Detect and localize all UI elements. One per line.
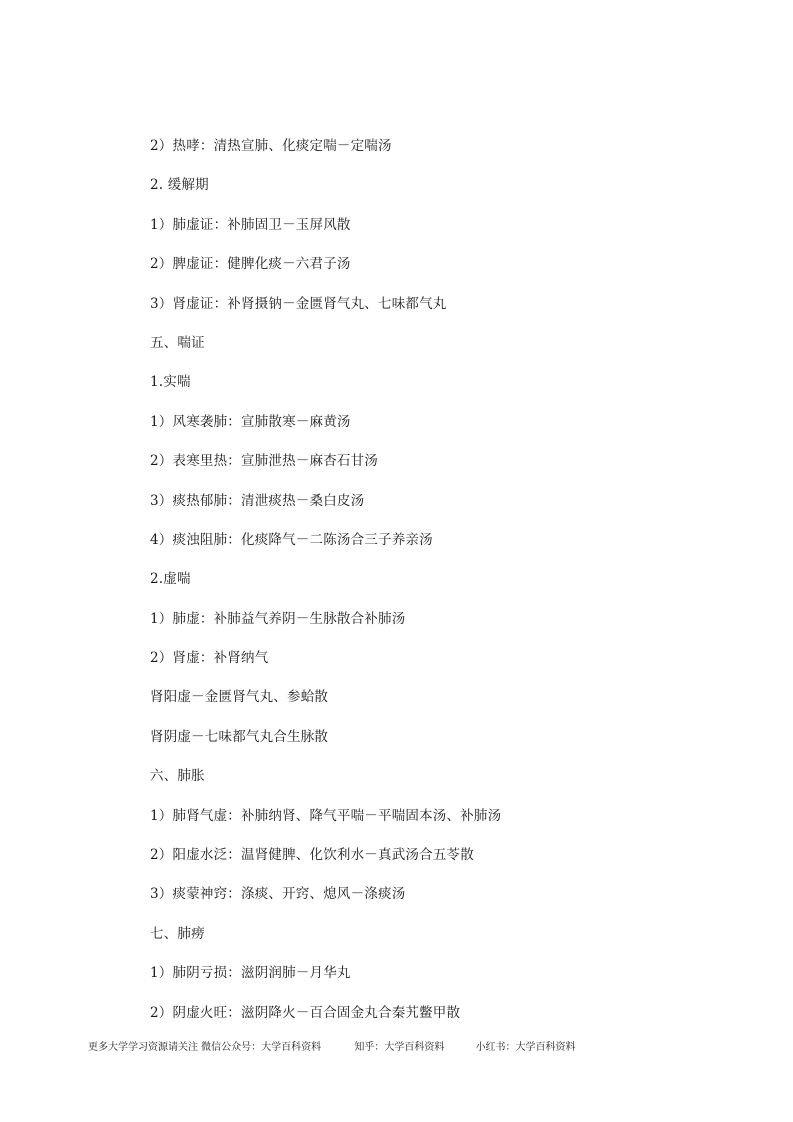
text-line: 1）肺虚证：补肺固卫－玉屏风散 xyxy=(150,216,351,233)
text-line: 肾阴虚－七味都气丸合生脉散 xyxy=(150,728,329,745)
page-footer xyxy=(88,1041,576,1055)
text-line: 3）痰热郁肺：清泄痰热－桑白皮汤 xyxy=(150,492,365,509)
text-line: 1）肺肾气虚：补肺纳肾、降气平喘－平喘固本汤、补肺汤 xyxy=(150,807,502,824)
text-line: 肾阳虚－金匮肾气丸、参蛤散 xyxy=(150,689,329,706)
text-line: 2）表寒里热：宣肺泄热－麻杏石甘汤 xyxy=(150,453,378,470)
chapter-heading: 五、喘证 xyxy=(150,334,205,351)
text-line: 3）痰蒙神窍：涤痰、开窍、熄风－涤痰汤 xyxy=(150,886,406,903)
footer-xiaohongshu-note: 小红书：大学百科资料 xyxy=(475,1042,576,1053)
text-line: 1）肺虚：补肺益气养阴－生脉散合补肺汤 xyxy=(150,610,406,627)
section-heading: 2. 缓解期 xyxy=(150,177,209,194)
chapter-heading: 六、肺胀 xyxy=(150,768,205,785)
content-lines xyxy=(150,135,750,1041)
footer-wechat-note: 更多大学学习资源请关注 微信公众号：大学百科资料 xyxy=(88,1042,322,1053)
footer-zhihu-note: 知乎：大学百科资料 xyxy=(354,1042,445,1053)
text-line: 2）脾虚证：健脾化痰－六君子汤 xyxy=(150,256,351,273)
text-line: 2）阳虚水泛：温肾健脾、化饮利水－真武汤合五苓散 xyxy=(150,847,474,864)
text-line: 1）肺阴亏损：滋阴润肺－月华丸 xyxy=(150,965,351,982)
text-line: 3）肾虚证：补肾摄钠－金匮肾气丸、七味都气丸 xyxy=(150,295,447,312)
text-line: 1）风寒袭肺：宣肺散寒－麻黄汤 xyxy=(150,413,351,430)
text-line: 2）肾虚：补肾纳气 xyxy=(150,650,269,667)
section-heading: 2.虚喘 xyxy=(150,571,191,588)
text-line: 2）阴虚火旺：滋阴降火－百合固金丸合秦艽鳖甲散 xyxy=(150,1004,461,1021)
section-heading: 1.实喘 xyxy=(150,374,191,391)
text-line: 2）热哮：清热宣肺、化痰定喘－定喘汤 xyxy=(150,138,392,154)
text-line: 4）痰浊阻肺：化痰降气－二陈汤合三子养亲汤 xyxy=(150,531,433,548)
chapter-heading: 七、肺痨 xyxy=(150,925,205,942)
